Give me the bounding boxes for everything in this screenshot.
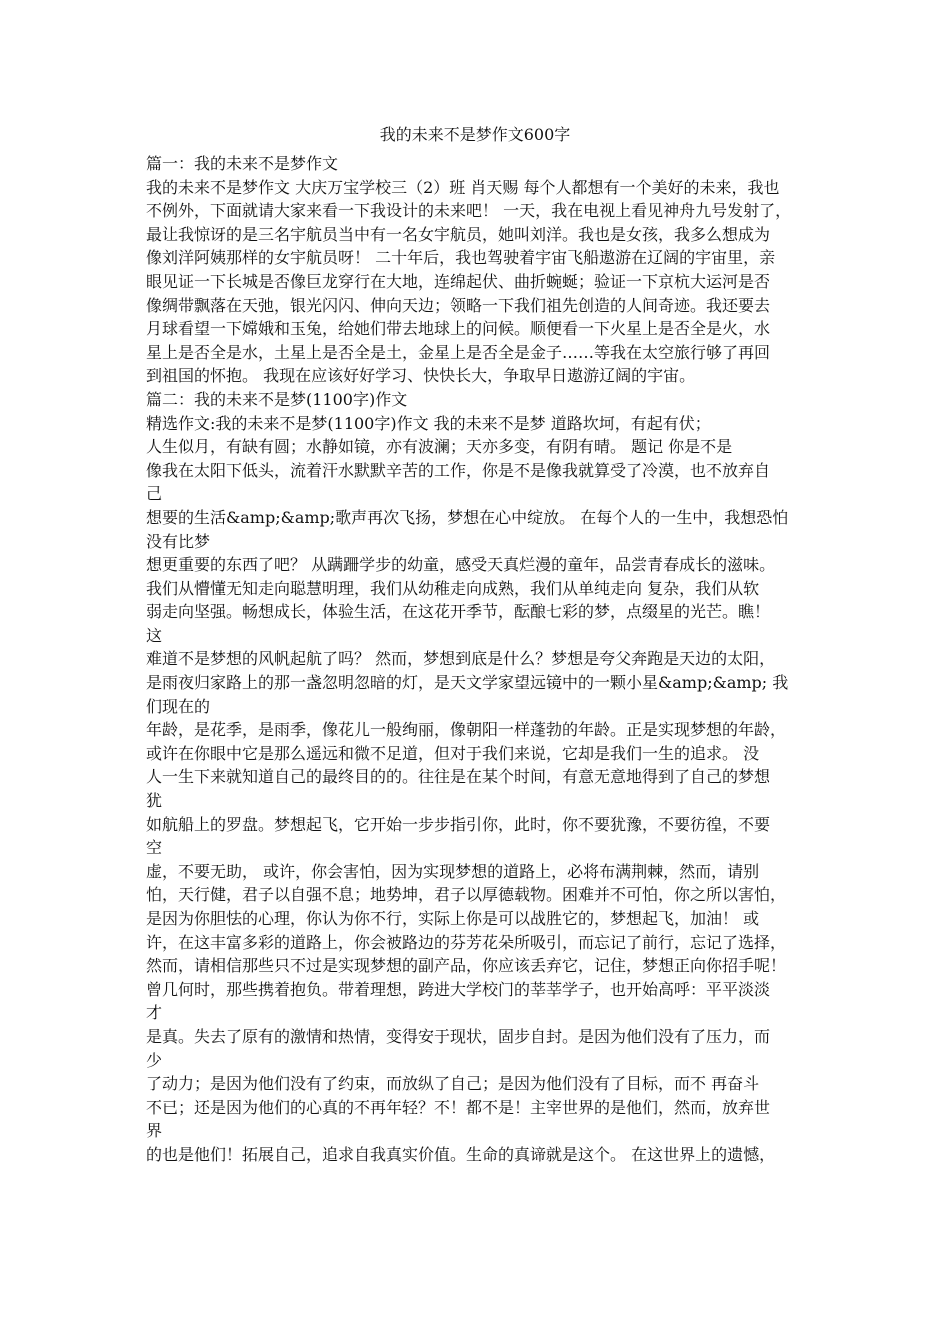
text-line: 我的未来不是梦作文 大庆万宝学校三（2）班 肖天赐 每个人都想有一个美好的未来，我也 — [146, 177, 780, 197]
text-line: 少 — [146, 1050, 163, 1070]
text-line: 想更重要的东西了吧？ 从蹒跚学步的幼童，感受天真烂漫的童年，品尝青春成长的滋味。 — [146, 555, 776, 575]
text-line: 篇一：我的未来不是梦作文 — [146, 154, 339, 173]
text-line: 曾几何时，那些携着抱负。带着理想，跨进大学校门的莘莘学子，也开始高呼：平平淡淡 — [146, 979, 771, 999]
text-line: 没有比梦 — [146, 531, 211, 551]
text-line: 像绸带飘落在天弛，银光闪闪、伸向天边；领略一下我们祖先创造的人间奇迹。我还要去 — [146, 295, 771, 315]
text-line: 己 — [146, 484, 163, 504]
text-line: 星上是否全是水，土星上是否全是土，金星上是否全是金子……等我在太空旅行够了再回 — [146, 342, 771, 362]
text-line: 弱走向坚强。畅想成长，体验生活，在这花开季节，酝酿七彩的梦，点缀星的光芒。瞧！ — [146, 602, 771, 622]
text-line: 虚，不要无助， 或许，你会害怕，因为实现梦想的道路上，必将布满荆棘，然而，请别 — [146, 861, 760, 881]
text-line: 不例外，下面就请大家来看一下我设计的未来吧！ 一天，我在电视上看见神舟九号发射了， — [146, 201, 792, 221]
text-line: 我们从懵懂无知走向聪慧明理，我们从幼稚走向成熟，我们从单纯走向 复杂，我们从软 — [146, 578, 760, 598]
text-line: 到祖国的怀抱。 我现在应该好好学习、快快长大，争取早日遨游辽阔的宇宙。 — [146, 366, 696, 386]
text-line: 像刘洋阿姨那样的女宇航员呀！ 二十年后，我也驾驶着宇宙飞船遨游在辽阔的宇宙里，亲 — [146, 248, 776, 268]
text-line: 的也是他们！拓展自己，追求自我真实价值。生命的真谛就是这个。 在这世界上的遗憾， — [146, 1144, 776, 1164]
text-line: 了动力；是因为他们没有了约束，而放纵了自己；是因为他们没有了目标，而不 再奋斗 — [146, 1074, 760, 1094]
text-line: 人生似月，有缺有圆；水静如镜，亦有波澜；天亦多变，有阴有晴。 题记 你是不是 — [146, 437, 733, 457]
text-line: 这 — [146, 625, 163, 645]
text-line: 难道不是梦想的风帆起航了吗？ 然而，梦想到底是什么？梦想是夸父奔跑是天边的太阳， — [146, 649, 776, 669]
text-line: 精选作文:我的未来不是梦(1100字)作文 我的未来不是梦 道路坎坷，有起有伏； — [146, 413, 711, 433]
text-line: 是雨夜归家路上的那一盏忽明忽暗的灯，是天文学家望远镜中的一颗小星&amp;&amp; 我 — [146, 673, 789, 693]
text-line: 怕，天行健，君子以自强不息；地势坤，君子以厚德载物。困难并不可怕，你之所以害怕， — [146, 885, 787, 905]
text-line: 然而，请相信那些只不过是实现梦想的副产品，你应该丢弃它，记住，梦想正向你招手呢！ — [146, 956, 787, 976]
text-line: 犹 — [146, 791, 163, 811]
text-line: 最让我惊讶的是三名宇航员当中有一名女宇航员，她叫刘洋。我也是女孩，我多么想成为 — [146, 224, 771, 244]
text-line: 想要的生活&amp;&amp;歌声再次飞扬，梦想在心中绽放。 在每个人的一生中，我想恐怕 — [146, 507, 789, 527]
text-line: 人一生下来就知道自己的最终目的的。往往是在某个时间，有意无意地得到了自己的梦想 — [146, 767, 771, 787]
text-line: 是真。失去了原有的激情和热情，变得安于现状，固步自封。是因为他们没有了压力，而 — [146, 1026, 771, 1046]
text-line: 年龄，是花季，是雨季，像花儿一般绚丽，像朝阳一样蓬勃的年龄。正是实现梦想的年龄， — [146, 720, 787, 740]
text-line: 空 — [146, 838, 163, 858]
document-title: 我的未来不是梦作文600字 — [379, 125, 571, 144]
text-line: 如航船上的罗盘。梦想起飞，它开始一步步指引你，此时，你不要犹豫，不要彷徨，不要 — [146, 814, 771, 834]
text-line: 才 — [146, 1003, 163, 1023]
text-line: 月球看望一下嫦娥和玉兔，给她们带去地球上的问候。顺便看一下火星上是否全是火，水 — [146, 319, 771, 339]
text-line: 们现在的 — [146, 696, 211, 716]
text-line: 眼见证一下长城是否像巨龙穿行在大地，连绵起伏、曲折蜿蜒；验证一下京杭大运河是否 — [146, 271, 771, 291]
text-line: 篇二：我的未来不是梦(1100字)作文 — [146, 389, 408, 409]
text-line: 许，在这丰富多彩的道路上，你会被路边的芬芳花朵所吸引，而忘记了前行，忘记了选择， — [146, 932, 787, 952]
text-line: 不已；还是因为他们的心真的不再年轻？不！都不是！主宰世界的是他们，然而，放弃世 — [146, 1097, 771, 1117]
text-line: 或许在你眼中它是那么遥远和微不足道，但对于我们来说，它却是我们一生的追求。 没 — [146, 743, 760, 763]
text-line: 是因为你胆怯的心理，你认为你不行，实际上你是可以战胜它的，梦想起飞，加油！ 或 — [146, 909, 760, 928]
text-line: 界 — [146, 1121, 163, 1141]
text-line: 像我在太阳下低头，流着汗水默默辛苦的工作，你是不是像我就算受了冷漠，也不放弃自 — [146, 460, 771, 480]
document-body — [146, 152, 826, 1167]
